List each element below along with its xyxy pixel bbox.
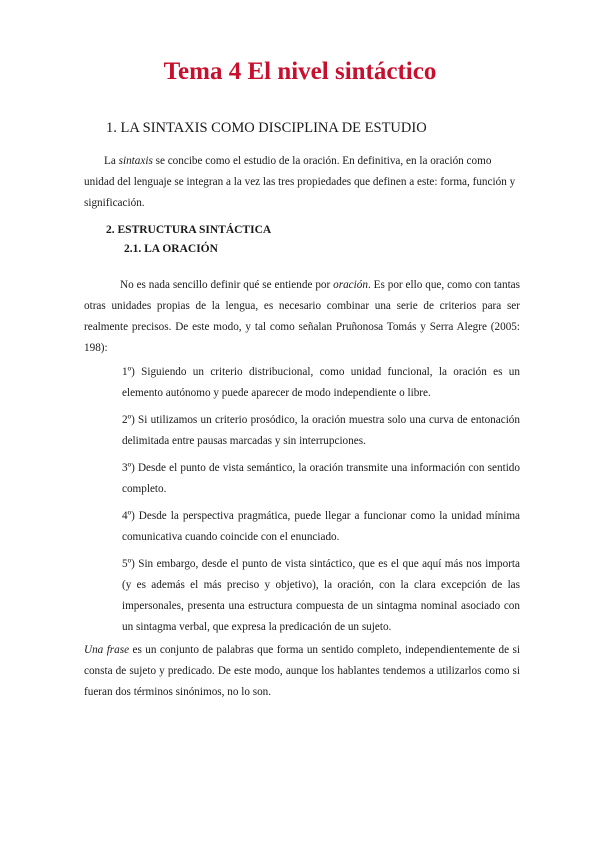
section-2-heading: 2. ESTRUCTURA SINTÁCTICA [106, 224, 272, 236]
page-title: Tema 4 El nivel sintáctico [163, 58, 437, 85]
term-oracion: oración [333, 279, 368, 291]
criterion-item: 3º) Desde el punto de vista semántico, la oración transmite una información con sentido completo. [122, 462, 520, 495]
criterion-item: 5º) Sin embargo, desde el punto de vista sintáctico, que es el que aquí más nos importa (y es además el más preciso y objetivo), la oración, con la clara excepción de las impersonales, presenta una estructura compuesta de un sintagma nominal asociado con un sintagma verbal, que expresa la predicación de un sujeto. [122, 558, 520, 633]
term-sintaxis: sintaxis [118, 155, 153, 167]
oracion-intro-rest: . Es por ello que, como con tantas otras unidades propias de la lengua, es necesario combinar una serie de criterios para ser realmente precisos. De este modo, y tal como señalan Pruñonosa Tomás y Serra Alegre (2005: 198): [84, 279, 520, 354]
frase-definition-rest: es un conjunto de palabras que forma un sentido completo, independientemente de si consta de sujeto y predicado. De este modo, aunque los hablantes tendemos a utilizarlos como si fueran dos términos sinónimos, no lo son. [84, 644, 520, 698]
section-1-paragraph [84, 151, 520, 214]
criterion-item: 2º) Si utilizamos un criterio prosódico, la oración muestra solo una curva de entonación delimitada entre pausas marcadas y sin interrupciones. [122, 414, 520, 447]
criterion-item: 4º) Desde la perspectiva pragmática, puede llegar a funcionar como la unidad mínima comunicativa cuando coincide con el enunciado. [122, 510, 520, 543]
frase-definition-paragraph [84, 640, 520, 703]
term-una-frase: Una frase [84, 644, 130, 656]
oracion-intro-start: No es nada sencillo definir qué se entiende por [120, 279, 334, 291]
section-1-text-start: La [104, 155, 119, 167]
section-1-heading: 1. LA SINTAXIS COMO DISCIPLINA DE ESTUDIO [106, 120, 427, 136]
oracion-intro-paragraph [84, 275, 520, 359]
section-1-text-rest: se concibe como el estudio de la oración. En definitiva, en la oración como unidad del lenguaje se integran a la vez las tres propiedades que definen a este: forma, función y significación. [84, 155, 516, 209]
criterion-item: 1º) Siguiendo un criterio distribucional, como unidad funcional, la oración es un elemento autónomo y puede aparecer de modo independiente o libre. [122, 366, 520, 399]
subsection-2-1-heading: 2.1. LA ORACIÓN [124, 243, 218, 255]
